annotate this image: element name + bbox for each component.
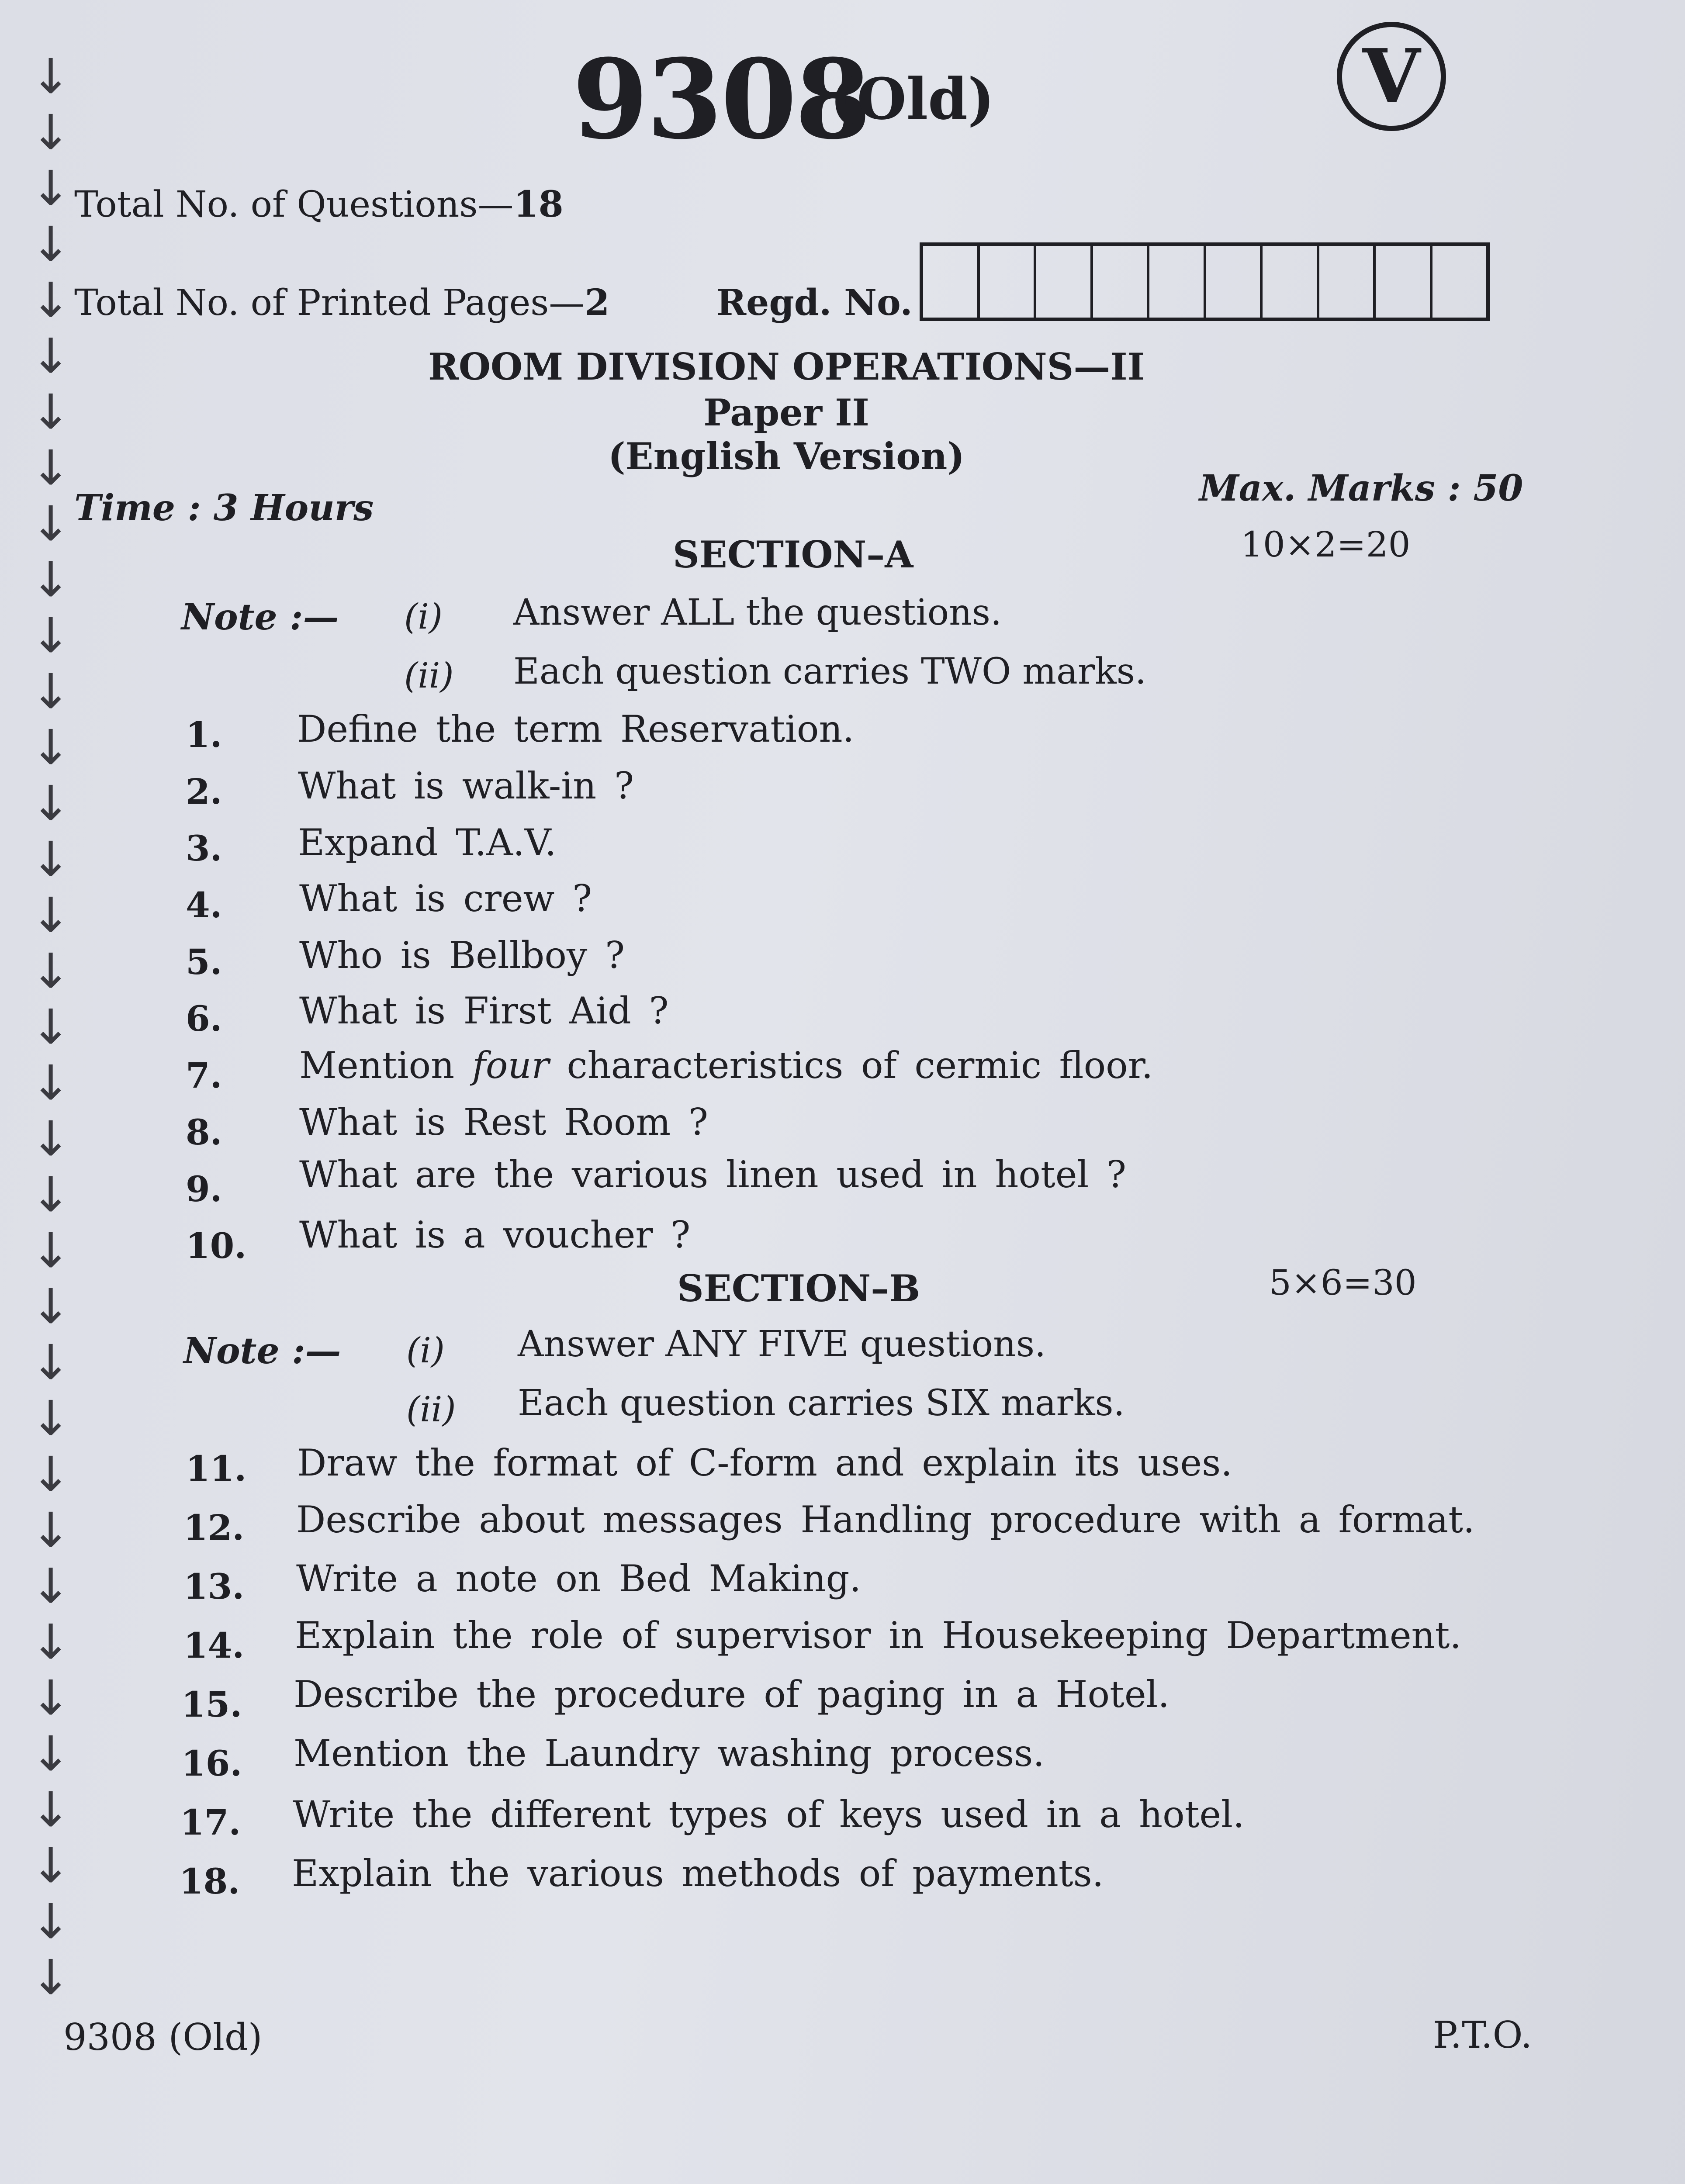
down-arrow-icon: ↓	[31, 1894, 71, 1949]
down-arrow-icon: ↓	[31, 999, 71, 1055]
down-arrow-icon: ↓	[31, 440, 71, 496]
margin-arrows	[31, 48, 74, 2027]
down-arrow-icon: ↓	[31, 1726, 71, 1782]
down-arrow-icon: ↓	[31, 831, 71, 887]
down-arrow-icon: ↓	[31, 1446, 71, 1502]
down-arrow-icon: ↓	[31, 1670, 71, 1726]
total-questions-label: Total No. of Questions—	[74, 184, 514, 225]
down-arrow-icon: ↓	[31, 1111, 71, 1167]
note-text: Each question carries TWO marks.	[513, 651, 1146, 692]
regd-no-label: Regd. No.	[716, 282, 913, 324]
down-arrow-icon: ↓	[31, 719, 71, 775]
question-text: What is crew ?	[299, 877, 592, 920]
down-arrow-icon: ↓	[31, 48, 71, 104]
note-number: (ii)	[406, 1389, 456, 1430]
down-arrow-icon: ↓	[31, 1055, 71, 1111]
down-arrow-icon: ↓	[31, 160, 71, 216]
question-text-part: characteristics of cermic floor.	[549, 1044, 1153, 1087]
regd-cell[interactable]	[1432, 246, 1487, 318]
version-badge	[1337, 22, 1446, 131]
question-text-part: Mention	[299, 1044, 472, 1087]
regd-cell[interactable]	[1263, 246, 1319, 318]
footer-paper-code: 9308 (Old)	[63, 2016, 263, 2059]
language-version: (English Version)	[608, 435, 965, 478]
question-number: 4.	[186, 885, 222, 926]
regd-cell[interactable]	[923, 246, 980, 318]
regd-cell[interactable]	[1319, 246, 1376, 318]
down-arrow-icon: ↓	[31, 328, 71, 384]
note-text: Answer ALL the questions.	[513, 592, 1002, 633]
section-b-marks: 5×6=30	[1269, 1262, 1417, 1303]
paper-code: 9308	[572, 35, 869, 163]
down-arrow-icon: ↓	[31, 384, 71, 440]
subject-title: ROOM DIVISION OPERATIONS—II	[428, 345, 1145, 388]
question-text: Describe the procedure of paging in a Hotel.	[294, 1673, 1170, 1716]
question-number: 7.	[186, 1055, 222, 1096]
paper-number: Paper II	[703, 391, 869, 434]
regd-cell[interactable]	[980, 246, 1037, 318]
down-arrow-icon: ↓	[31, 608, 71, 663]
down-arrow-icon: ↓	[31, 943, 71, 999]
question-text: Define the term Reservation.	[297, 708, 855, 750]
down-arrow-icon: ↓	[31, 1949, 71, 2005]
note-text: Each question carries SIX marks.	[518, 1382, 1125, 1424]
down-arrow-icon: ↓	[31, 216, 71, 272]
down-arrow-icon: ↓	[31, 1502, 71, 1558]
total-pages-label: Total No. of Printed Pages—	[74, 282, 585, 324]
question-number: 1.	[186, 714, 222, 755]
section-a-note-label: Note :—	[181, 596, 339, 638]
question-text: Explain the role of supervisor in Housekeeping Department.	[295, 1614, 1462, 1657]
question-text: Write a note on Bed Making.	[296, 1557, 862, 1600]
regd-cell[interactable]	[1093, 246, 1150, 318]
question-text: Mention the Laundry washing process.	[294, 1732, 1045, 1775]
regd-cell[interactable]	[1206, 246, 1263, 318]
question-number: 6.	[186, 998, 222, 1039]
section-b-title: SECTION–B	[677, 1267, 920, 1310]
down-arrow-icon: ↓	[31, 1558, 71, 1614]
page-turn-over: P.T.O.	[1433, 2014, 1533, 2056]
question-text	[299, 1044, 1153, 1087]
question-text: Expand T.A.V.	[298, 821, 557, 864]
down-arrow-icon: ↓	[31, 1223, 71, 1279]
note-number: (i)	[406, 1330, 445, 1371]
question-text: Write the different types of keys used in a hotel.	[293, 1793, 1245, 1836]
question-number: 8.	[186, 1112, 222, 1153]
down-arrow-icon: ↓	[31, 272, 71, 328]
note-number: (ii)	[404, 655, 454, 696]
down-arrow-icon: ↓	[31, 496, 71, 552]
total-pages-value: 2	[585, 282, 610, 324]
note-text: Answer ANY FIVE questions.	[518, 1324, 1046, 1365]
total-questions-value: 18	[513, 183, 564, 225]
question-text: What is walk-in ?	[298, 764, 634, 807]
section-b-note-label: Note :—	[183, 1330, 341, 1372]
total-pages	[74, 282, 609, 324]
question-text: Who is Bellboy ?	[299, 934, 625, 977]
question-number: 9.	[186, 1168, 222, 1209]
down-arrow-icon: ↓	[31, 552, 71, 608]
question-number: 3.	[186, 828, 222, 869]
question-number: 10.	[186, 1225, 247, 1266]
down-arrow-icon: ↓	[31, 1279, 71, 1334]
question-number: 15.	[181, 1684, 242, 1725]
down-arrow-icon: ↓	[31, 104, 71, 160]
regd-cell[interactable]	[1036, 246, 1093, 318]
version-letter: V	[1363, 33, 1420, 120]
regd-cell[interactable]	[1376, 246, 1432, 318]
down-arrow-icon: ↓	[31, 663, 71, 719]
down-arrow-icon: ↓	[31, 887, 71, 943]
down-arrow-icon: ↓	[31, 1334, 71, 1390]
question-number: 18.	[179, 1861, 240, 1902]
regd-no-boxes[interactable]	[920, 242, 1490, 321]
question-number: 11.	[186, 1448, 247, 1489]
question-number: 16.	[181, 1743, 242, 1784]
question-text: Draw the format of C-form and explain its uses.	[297, 1441, 1232, 1484]
down-arrow-icon: ↓	[31, 1838, 71, 1894]
down-arrow-icon: ↓	[31, 1167, 71, 1223]
question-number: 17.	[180, 1802, 241, 1843]
question-text: What are the various linen used in hotel ?	[299, 1153, 1127, 1196]
section-a-marks: 10×2=20	[1241, 524, 1411, 565]
question-number: 12.	[183, 1507, 245, 1548]
question-text: What is Rest Room ?	[299, 1101, 708, 1144]
section-a-title: SECTION–A	[673, 533, 913, 576]
question-number: 2.	[186, 771, 222, 812]
down-arrow-icon: ↓	[31, 1614, 71, 1670]
max-marks: Max. Marks : 50	[1199, 467, 1523, 509]
question-number: 14.	[183, 1625, 245, 1666]
question-text: What is First Aid ?	[299, 989, 669, 1032]
regd-cell[interactable]	[1149, 246, 1206, 318]
question-number: 13.	[183, 1566, 245, 1607]
question-text: Explain the various methods of payments.	[292, 1852, 1104, 1895]
down-arrow-icon: ↓	[31, 1390, 71, 1446]
note-number: (i)	[404, 596, 443, 637]
question-text: What is a voucher ?	[299, 1213, 691, 1256]
down-arrow-icon: ↓	[31, 1782, 71, 1838]
time-allowed: Time : 3 Hours	[74, 487, 374, 529]
paper-code-suffix: (Old)	[830, 66, 995, 132]
question-number: 5.	[186, 941, 222, 982]
question-text-emphasis: four	[472, 1044, 549, 1087]
question-text: Describe about messages Handling procedure with a format.	[296, 1498, 1475, 1541]
down-arrow-icon: ↓	[31, 775, 71, 831]
total-questions	[74, 183, 564, 225]
